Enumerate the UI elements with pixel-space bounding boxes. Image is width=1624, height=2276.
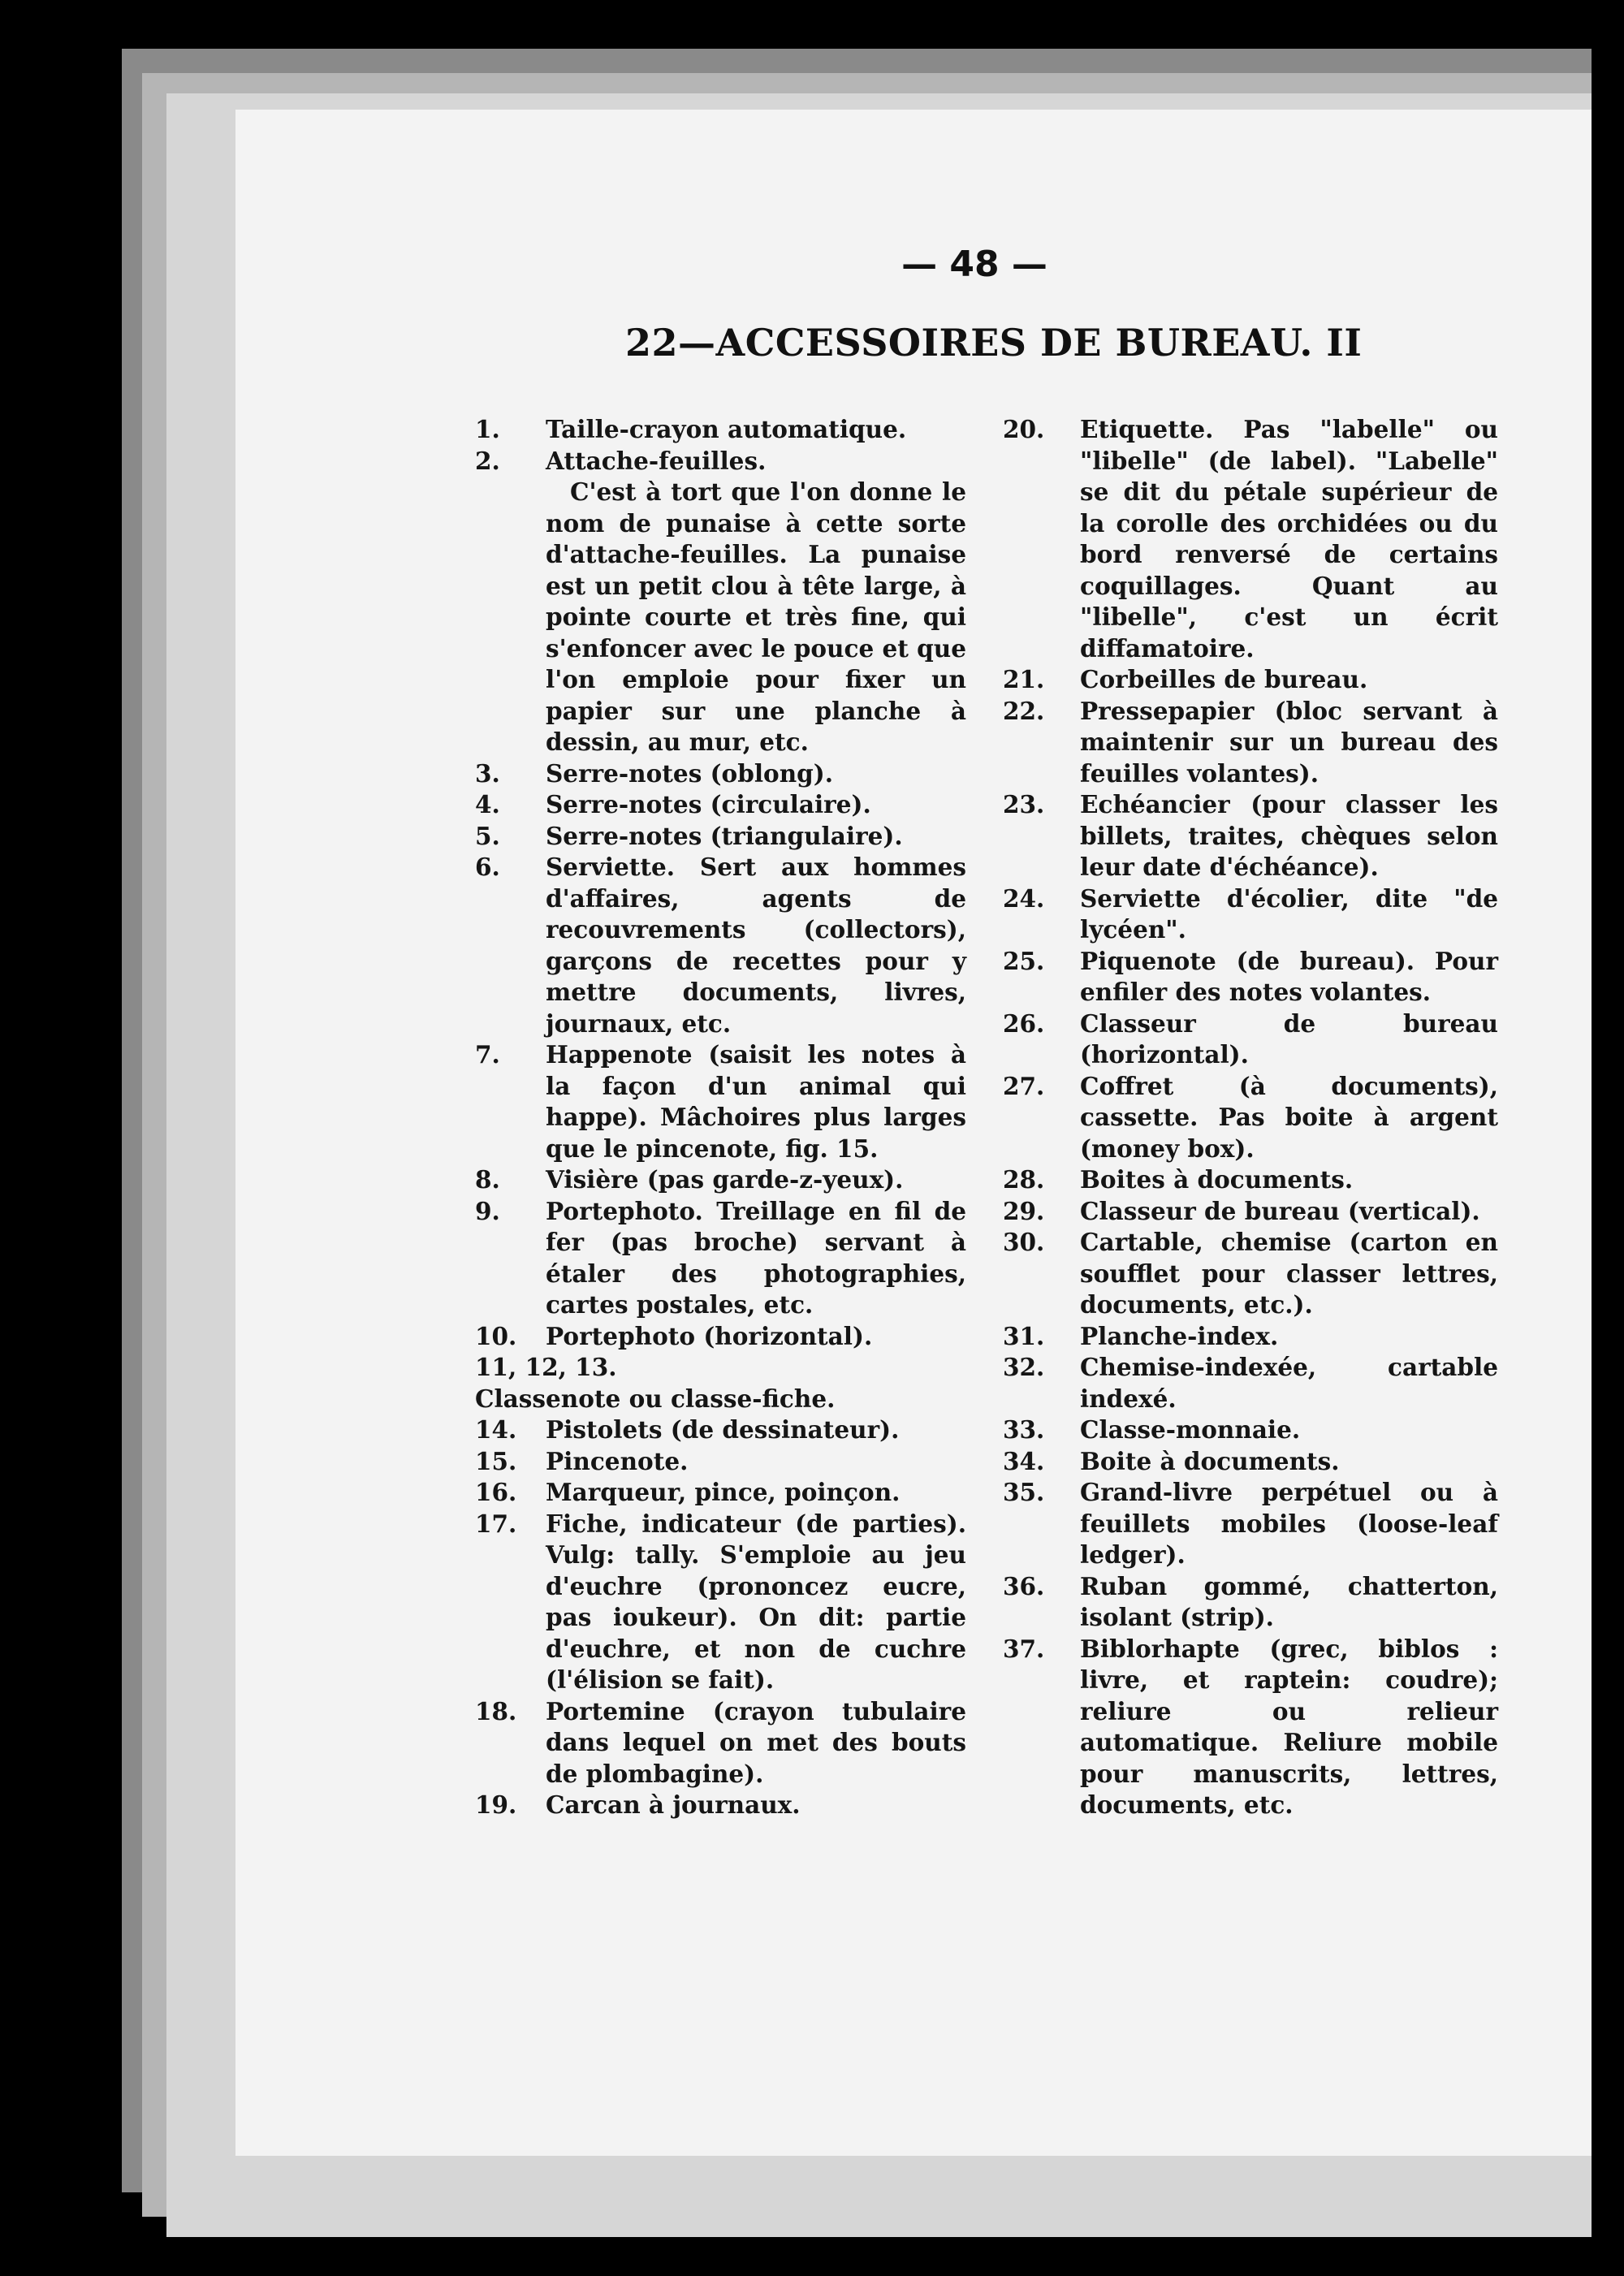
list-item [475,821,966,853]
item-number: 3. [475,758,500,788]
item-text: Portephoto (horizontal). [546,1321,873,1350]
item-number: 7. [475,1040,500,1069]
list-item [475,852,966,1039]
item-number: 15. [475,1446,517,1475]
list-item [1003,946,1498,1008]
item-number: 22. [1003,696,1045,725]
list-item [1003,883,1498,946]
item-number: 17. [475,1509,517,1538]
scan-edge [1592,0,1624,2276]
item-number: 4. [475,790,500,818]
left-column [475,414,966,1821]
list-item [1003,1352,1498,1414]
right-column [1003,414,1498,1821]
item-text: Ruban gommé, chatterton, isolant (strip). [1080,1571,1498,1631]
item-number: 6. [475,853,500,881]
item-text: Pressepapier (bloc servant à maintenir sur un bureau des feuilles volantes). [1080,696,1498,788]
item-text: Serre-notes (triangulaire). [546,821,903,850]
list-item [475,1321,966,1353]
item-text: Classenote ou classe-fiche. [475,1384,836,1413]
item-number: 18. [475,1696,517,1725]
item-number: 5. [475,821,500,850]
list-item [1003,1008,1498,1071]
list-item [1003,1164,1498,1196]
item-text: Etiquette. Pas "labelle" ou "libelle" (de label). "Labelle" se dit du pétale supérieur de la corolle des orchidées ou du bord renversé de certains coquillages. Quant au "libelle", c'est un écrit diffamatoire. [1080,415,1498,663]
list-item [1003,1634,1498,1821]
item-number: 8. [475,1165,500,1194]
list-item-note [475,477,966,758]
item-text: Taille-crayon automatique. [546,415,907,443]
item-text: Corbeilles de bureau. [1080,665,1368,693]
list-item [475,789,966,821]
list-item [475,1414,966,1446]
list-item [1003,414,1498,664]
item-text: Visière (pas garde-z-yeux). [546,1165,904,1194]
item-text: Boites à documents. [1080,1165,1354,1194]
item-number: 1. [475,415,500,443]
item-number: 33. [1003,1415,1045,1444]
list-item [475,1790,966,1821]
item-number: 25. [1003,946,1045,975]
item-text: Biblorhapte (grec, biblos : livre, et raptein: coudre); reliure ou relieur automatique. Reliure mobile pour manuscrits, lettres, documents, etc. [1080,1634,1498,1819]
item-text: Happenote (saisit les notes à la façon d'un animal qui happe). Mâchoires plus larges que le pincenote, fig. 15. [546,1040,966,1163]
item-text: Carcan à journaux. [546,1790,801,1819]
list-item [475,1039,966,1164]
list-item [1003,1071,1498,1165]
item-text: Planche-index. [1080,1321,1279,1350]
item-number: 19. [475,1790,517,1819]
item-text: Classeur de bureau (vertical). [1080,1196,1480,1225]
list-item [1003,1321,1498,1353]
list-item [475,446,966,477]
list-item [475,758,966,790]
item-number: 23. [1003,790,1045,818]
item-text: Serre-notes (circulaire). [546,790,871,818]
item-text: Classe-monnaie. [1080,1415,1301,1444]
item-text: Cartable, chemise (carton en soufflet pour classer lettres, documents, etc.). [1080,1228,1498,1319]
item-text: Fiche, indicateur (de parties). Vulg: tally. S'emploie au jeu d'euchre (prononcez eucre, pas ioukeur). On dit: partie d'euchre, et non de cuchre (l'élision se fait). [546,1509,966,1694]
list-item [1003,1227,1498,1321]
section-title: 22—ACCESSOIRES DE BUREAU. II [625,321,1363,365]
list-item [1003,1446,1498,1478]
list-item [1003,789,1498,883]
item-number: 28. [1003,1165,1045,1194]
item-number: 34. [1003,1446,1045,1475]
item-text: Echéancier (pour classer les billets, traites, chèques selon leur date d'échéance). [1080,790,1498,881]
item-number: 16. [475,1478,517,1506]
item-number: 21. [1003,665,1045,693]
list-item [1003,1477,1498,1571]
item-number: 36. [1003,1571,1045,1600]
item-number: 37. [1003,1634,1045,1663]
item-number: 31. [1003,1321,1045,1350]
item-text: Serviette d'écolier, dite "de lycéen". [1080,883,1498,944]
item-number: 9. [475,1196,500,1225]
list-item [475,1509,966,1696]
item-number: 2. [475,446,500,475]
list-item [475,1446,966,1478]
list-item [475,414,966,446]
list-item [1003,664,1498,696]
item-text: Serviette. Sert aux hommes d'affaires, agents de recouvrements (collectors), garçons de recettes pour y mettre documents, livres, journaux, etc. [546,853,966,1038]
list-item [475,1477,966,1509]
item-number: 29. [1003,1196,1045,1225]
item-text: C'est à tort que l'on donne le nom de punaise à cette sorte d'attache-feuilles. La punaise est un petit clou à tête large, à pointe courte et très fine, qui s'enfoncer avec le pouce et que l'on emploie pour fixer un papier sur une planche à dessin, au mur, etc. [546,477,966,756]
item-number: 27. [1003,1071,1045,1100]
item-number: 30. [1003,1228,1045,1256]
item-text: Grand-livre perpétuel ou à feuillets mobiles (loose-leaf ledger). [1080,1478,1498,1569]
item-text: Piquenote (de bureau). Pour enfiler des notes volantes. [1080,946,1498,1006]
item-text: Pistolets (de dessinateur). [546,1415,900,1444]
list-item [1003,1196,1498,1228]
item-text: Coffret (à documents), cassette. Pas boite à argent (money box). [1080,1071,1498,1163]
item-number: 14. [475,1415,517,1444]
list-item [475,1164,966,1196]
list-item [475,1696,966,1790]
page-number: — 48 — [901,244,1047,285]
item-number: 11, 12, 13. [475,1353,617,1381]
item-text: Serre-notes (oblong). [546,758,834,788]
item-number: 24. [1003,883,1045,913]
list-item [1003,1414,1498,1446]
item-text: Boite à documents. [1080,1446,1340,1475]
item-text: Classeur de bureau (horizontal). [1080,1008,1498,1069]
list-item [1003,696,1498,790]
item-text: Attache-feuilles. [546,446,767,475]
item-number: 20. [1003,415,1045,443]
item-number: 26. [1003,1008,1045,1038]
list-item [475,1352,966,1414]
item-number: 32. [1003,1353,1045,1381]
item-text: Marqueur, pince, poinçon. [546,1478,901,1506]
item-text: Chemise-indexée, cartable indexé. [1080,1353,1498,1413]
item-number: 10. [475,1321,517,1350]
item-text: Pincenote. [546,1446,689,1475]
list-item [475,1196,966,1321]
item-text: Portephoto. Treillage en fil de fer (pas broche) servant à étaler des photographies, cartes postales, etc. [546,1196,966,1319]
item-text: Portemine (crayon tubulaire dans lequel on met des bouts de plombagine). [546,1696,966,1788]
list-item [1003,1571,1498,1634]
item-number: 35. [1003,1478,1045,1506]
